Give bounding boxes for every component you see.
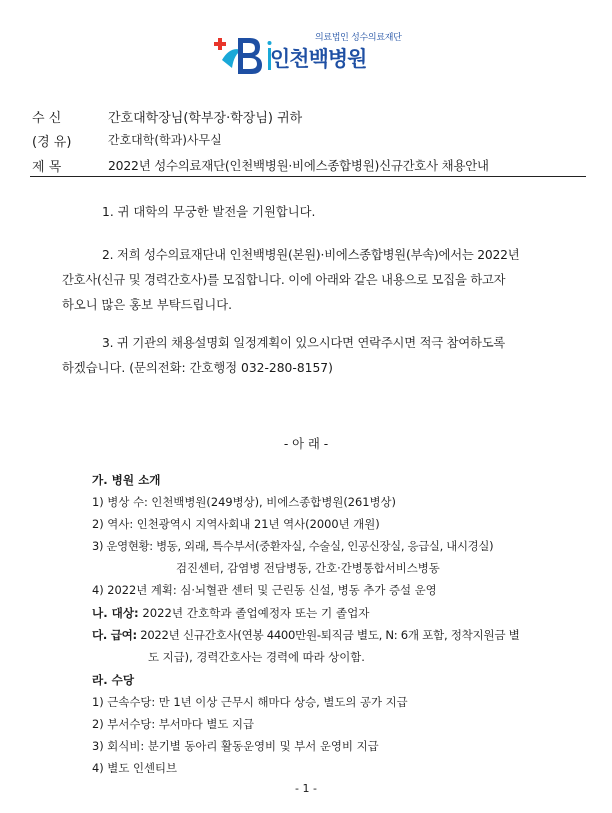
section-salary-value-continued: 도 지급), 경력간호사는 경력에 따라 상이함. [148, 650, 365, 664]
paragraph-2-line-3: 하오니 많은 홍보 부탁드립니다. [62, 298, 233, 312]
hospital-intro-item: 2) 역사: 인천광역시 지역사회내 21년 역사(2000년 개원) [92, 517, 380, 531]
hospital-intro-item: 1) 병상 수: 인천백병원(249병상), 비에스종합병원(261병상) [92, 495, 396, 509]
section-allowance-title: 라. 수당 [92, 673, 135, 687]
section-salary-value: 2022년 신규간호사(연봉 4400만원-퇴직금 별도, N: 6개 포함, 정착지원금 별 [140, 628, 520, 642]
paragraph-2-line-2: 간호사(신규 및 경력간호사)를 모집합니다. 이에 아래와 같은 내용으로 모집을 하고자 [62, 273, 506, 287]
section-target-label: 나. 대상: [92, 606, 139, 620]
via-label: (경 유) [32, 135, 72, 150]
paragraph-2-line-1: 2. 저희 성수의료재단내 인천백병원(본원)·비에스종합병원(부속)에서는 2022년 [102, 248, 520, 262]
section-target [92, 605, 370, 621]
logo-hospital-name: 인천백병원 [270, 47, 367, 71]
header-divider [30, 176, 586, 177]
allowance-item: 3) 회식비: 분기별 동아리 활동운영비 및 부서 운영비 지급 [92, 739, 379, 753]
section-salary [92, 627, 520, 643]
recipient-label: 수 신 [32, 111, 62, 126]
via-row [32, 131, 592, 155]
section-salary-label: 다. 급여: [92, 628, 137, 642]
logo-tagline: 의료법인 성수의료재단 [315, 33, 402, 43]
via-value: 간호대학(학과)사무실 [108, 133, 222, 147]
section-allowance-heading [92, 672, 134, 688]
allowance-item: 4) 별도 인센티브 [92, 761, 177, 775]
paragraph-3-line-2: 하겠습니다. (문의전화: 간호행정 032-280-8157) [62, 361, 333, 375]
recipient-row [32, 107, 592, 131]
hospital-intro-item: 3) 운영현황: 병동, 외래, 특수부서(중환자실, 수술실, 인공신장실, 응급실, 내시경실) [92, 539, 494, 553]
section-target-value: 2022년 간호학과 졸업예정자 또는 기 졸업자 [142, 606, 370, 620]
allowance-item: 2) 부서수당: 부서마다 별도 지급 [92, 717, 255, 731]
paragraph-1: 1. 귀 대학의 무궁한 발전을 기원합니다. [102, 205, 316, 219]
allowance-item: 1) 근속수당: 만 1년 이상 근무시 해마다 상승, 별도의 공가 지급 [92, 695, 408, 709]
subject-label: 제 목 [32, 160, 62, 175]
section-hospital-intro-title: 가. 병원 소개 [92, 473, 161, 487]
hospital-intro-item: 4) 2022년 계획: 심·뇌혈관 센터 및 근린동 신설, 병동 추가 증설 운영 [92, 583, 437, 597]
hospital-intro-item-continued: 검진센터, 감염병 전담병동, 간호·간병통합서비스병동 [176, 561, 440, 575]
recipient-value: 간호대학장님(학부장·학장님) 귀하 [108, 111, 303, 126]
notice-heading: - 아 래 - [283, 437, 329, 451]
page-number: - 1 - [295, 782, 317, 795]
subject-value: 2022년 성수의료재단(인천백병원·비에스종합병원)신규간호사 채용안내 [108, 158, 489, 173]
paragraph-3-line-1: 3. 귀 기관의 채용설명회 일정계획이 있으시다면 연락주시면 적극 참여하도록 [102, 336, 506, 350]
section-hospital-intro-heading [92, 472, 160, 488]
